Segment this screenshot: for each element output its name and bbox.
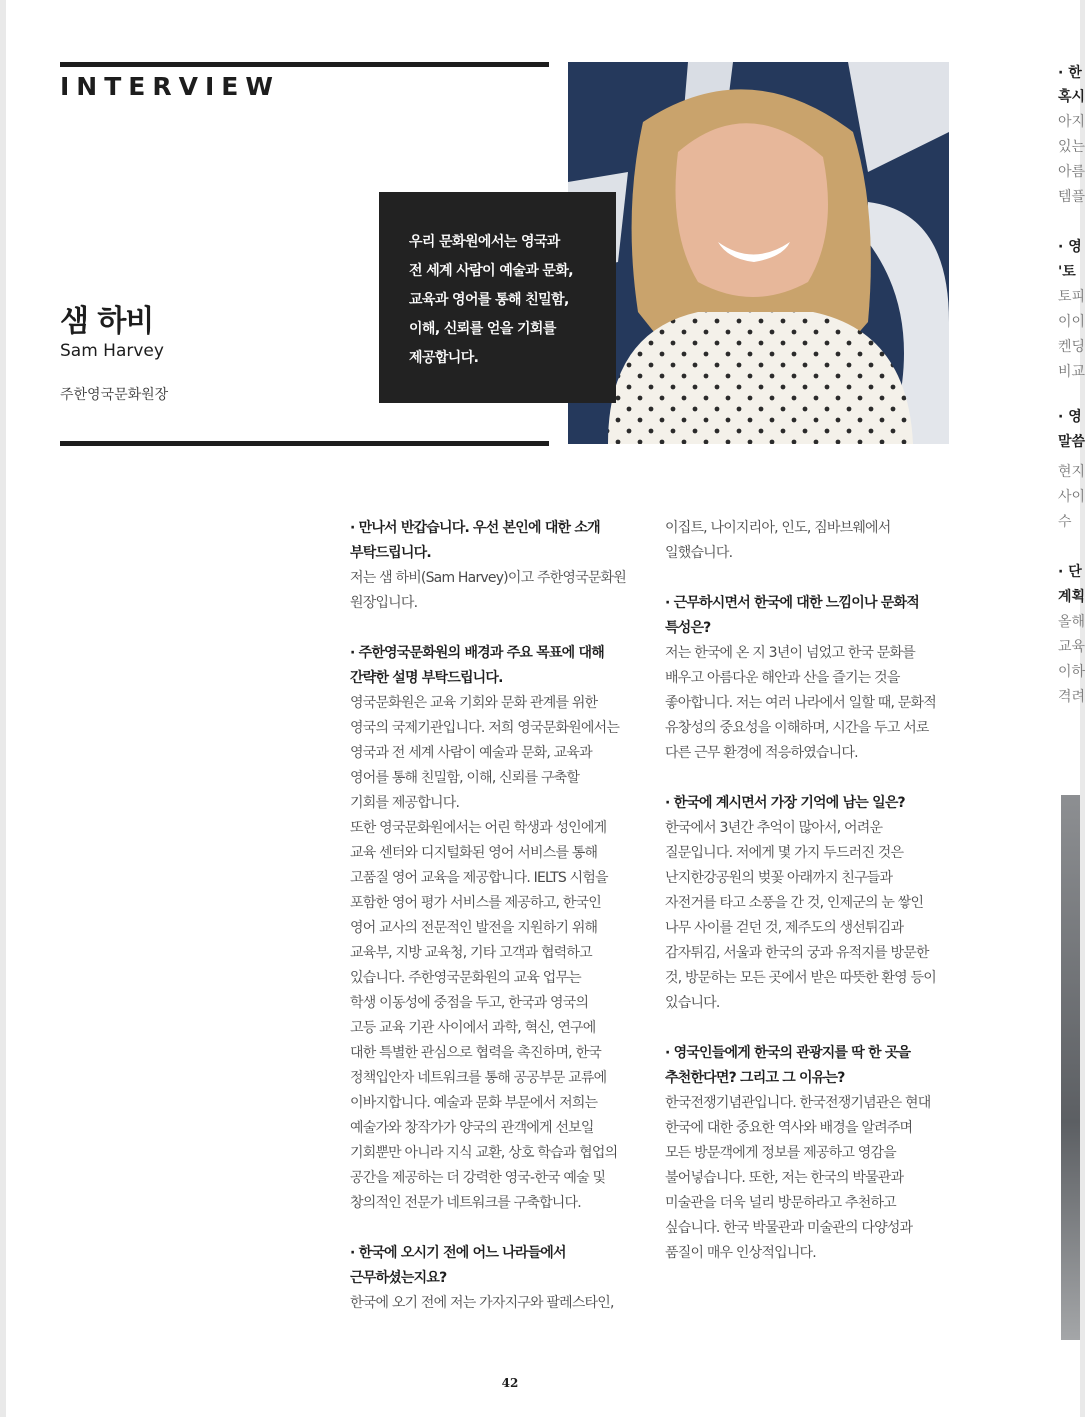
pull-quote-text: 우리 문화원에서는 영국과 전 세계 사람이 예술과 문화, 교육과 영어를 통해 친밀함, 이해, 신뢰를 얻을 기회를 제공합니다. [409,234,573,366]
next-page-fragment: 혹시 [1058,89,1085,105]
next-page-fragment: 켄딩 [1058,339,1085,355]
next-page-fragment: 있는 [1058,139,1085,155]
next-page-fragment: 템플 [1058,189,1085,205]
answer: 한국전쟁기념관입니다. 한국전쟁기념관은 현대 한국에 대한 중요한 역사와 배경을 알려주며 모든 방문객에게 정보를 제공하고 영감을 불어넣습니다. 또한, 저는 한국의 박물관과 미술관을 더욱 널리 방문하라고 추천하고 싶습니다. 한국 박물관과 미술관의 다양성과 품질이 매우 인상적입니다. [665,1095,931,1261]
question: · 영국인들에게 한국의 관광지를 딱 한 곳을 추천한다면? 그리고 그 이유는? [665,1045,911,1086]
interviewee-role: 주한영국문화원장 [60,387,169,403]
next-page-fragment: 아지 [1058,114,1085,130]
interviewee-name-korean: 샘 하비 [60,304,154,339]
interviewee-name-english: Sam Harvey [60,341,164,361]
next-page-fragment: 비교 [1058,364,1085,380]
next-page-fragment: 격려 [1058,689,1085,705]
article-column-2 [665,516,960,1266]
answer: 저는 한국에 온 지 3년이 넘었고 한국 문화를 배우고 아름다운 해안과 산을 즐기는 것을 좋아합니다. 저는 여러 나라에서 일할 때, 문화적 유창성의 중요성을 이해하며, 시간을 두고 서로 다른 근무 환경에 적응하였습니다. [665,645,936,761]
next-page-fragment: '토 [1058,264,1076,280]
next-page-fragment: 아름 [1058,164,1085,180]
answer: 한국에 오기 전에 저는 가자지구와 팔레스타인, [350,1295,614,1311]
next-page-photo [1061,795,1080,1340]
next-page-fragment: 사이 [1058,489,1085,505]
answer: 영국문화원은 교육 기회와 문화 관계를 위한 영국의 국제기관입니다. 저희 영국문화원에서는 영국과 전 세계 사람이 예술과 문화, 교육과 영어를 통해 친밀함, 이해, 신뢰를 구축할 기회를 제공합니다. 또한 영국문화원에서는 어린 학생과 성인에게 교육 센터와 디지털화된 영어 서비스를 통해 고품질 영어 교육을 제공합니다. IELTS 시험을 포함한 영어 평가 서비스를 제공하고, 한국인 영어 교사의 전문적인 발전을 지원하기 위해 교육부, 지방 교육청, 기타 고객과 협력하고 있습니다. 주한영국문화원의 교육 업무는 학생 이동성에 중점을 두고, 한국과 영국의 고등 교육 기관 사이에서 과학, 혁신, 연구에 대한 특별한 관심으로 협력을 촉진하며, 한국 정책입안자 네트워크를 통해 공공부문 교류에 이바지합니다. 예술과 문화 부문에서 저희는 예술가와 창작가가 양국의 관객에게 선보일 기회뿐만 아니라 지식 교환, 상호 학습과 협업의 공간을 제공하는 더 강력한 영국-한국 예술 및 창의적인 전문가 네트워크를 구축합니다. [350,695,620,1211]
next-page-fragment: · 영 [1058,409,1082,425]
next-page-fragment: · 단 [1058,564,1082,580]
top-rule [60,62,549,67]
question: · 주한영국문화원의 배경과 주요 목표에 대해 간략한 설명 부탁드립니다. [350,645,604,686]
next-page-fragment: 이하 [1058,664,1085,680]
next-page-fragment: 현지 [1058,464,1085,480]
page-number: 42 [501,1376,519,1390]
answer: 저는 샘 하비(Sam Harvey)이고 주한영국문화원 원장입니다. [350,570,627,611]
question: · 만나서 반갑습니다. 우선 본인에 대한 소개 부탁드립니다. [350,520,600,561]
next-page-fragment: 이이 [1058,314,1085,330]
next-page-fragment: 교육 [1058,639,1085,655]
next-page-fragment: 올해 [1058,614,1085,630]
pull-quote-box [379,192,616,403]
portrait-photo [568,62,949,444]
next-page-fragment: · 한 [1058,65,1082,81]
next-page-fragment: 수 [1058,514,1072,530]
portrait-illustration [568,62,949,444]
question: · 한국에 계시면서 가장 기억에 남는 일은? [665,795,905,811]
answer: 한국에서 3년간 추억이 많아서, 어려운 질문입니다. 저에게 몇 가지 두드러진 것은 난지한강공원의 벚꽃 아래까지 친구들과 자전거를 타고 소풍을 간 것, 인제군의 눈 쌓인 나무 사이를 걷던 것, 제주도의 생선튀김과 감자튀김, 서울과 한국의 궁과 유적지를 방문한 것, 방문하는 모든 곳에서 받은 따뜻한 환영 등이 있습니다. [665,820,936,1011]
magazine-page [6,0,1085,1417]
answer-continued: 이집트, 나이지리아, 인도, 짐바브웨에서 일했습니다. [665,520,891,561]
article-column-1 [350,516,645,1316]
next-page-fragment: · 영 [1058,239,1082,255]
section-label: INTERVIEW [60,72,280,101]
next-page-fragment: 말씀 [1058,434,1085,450]
next-page-strip [1054,56,1085,736]
question: · 한국에 오시기 전에 어느 나라들에서 근무하셨는지요? [350,1245,566,1286]
question: · 근무하시면서 한국에 대한 느낌이나 문화적 특성은? [665,595,919,636]
bottom-rule [60,441,549,446]
next-page-fragment: 계획 [1058,589,1085,605]
next-page-fragment: 토피 [1058,289,1085,305]
